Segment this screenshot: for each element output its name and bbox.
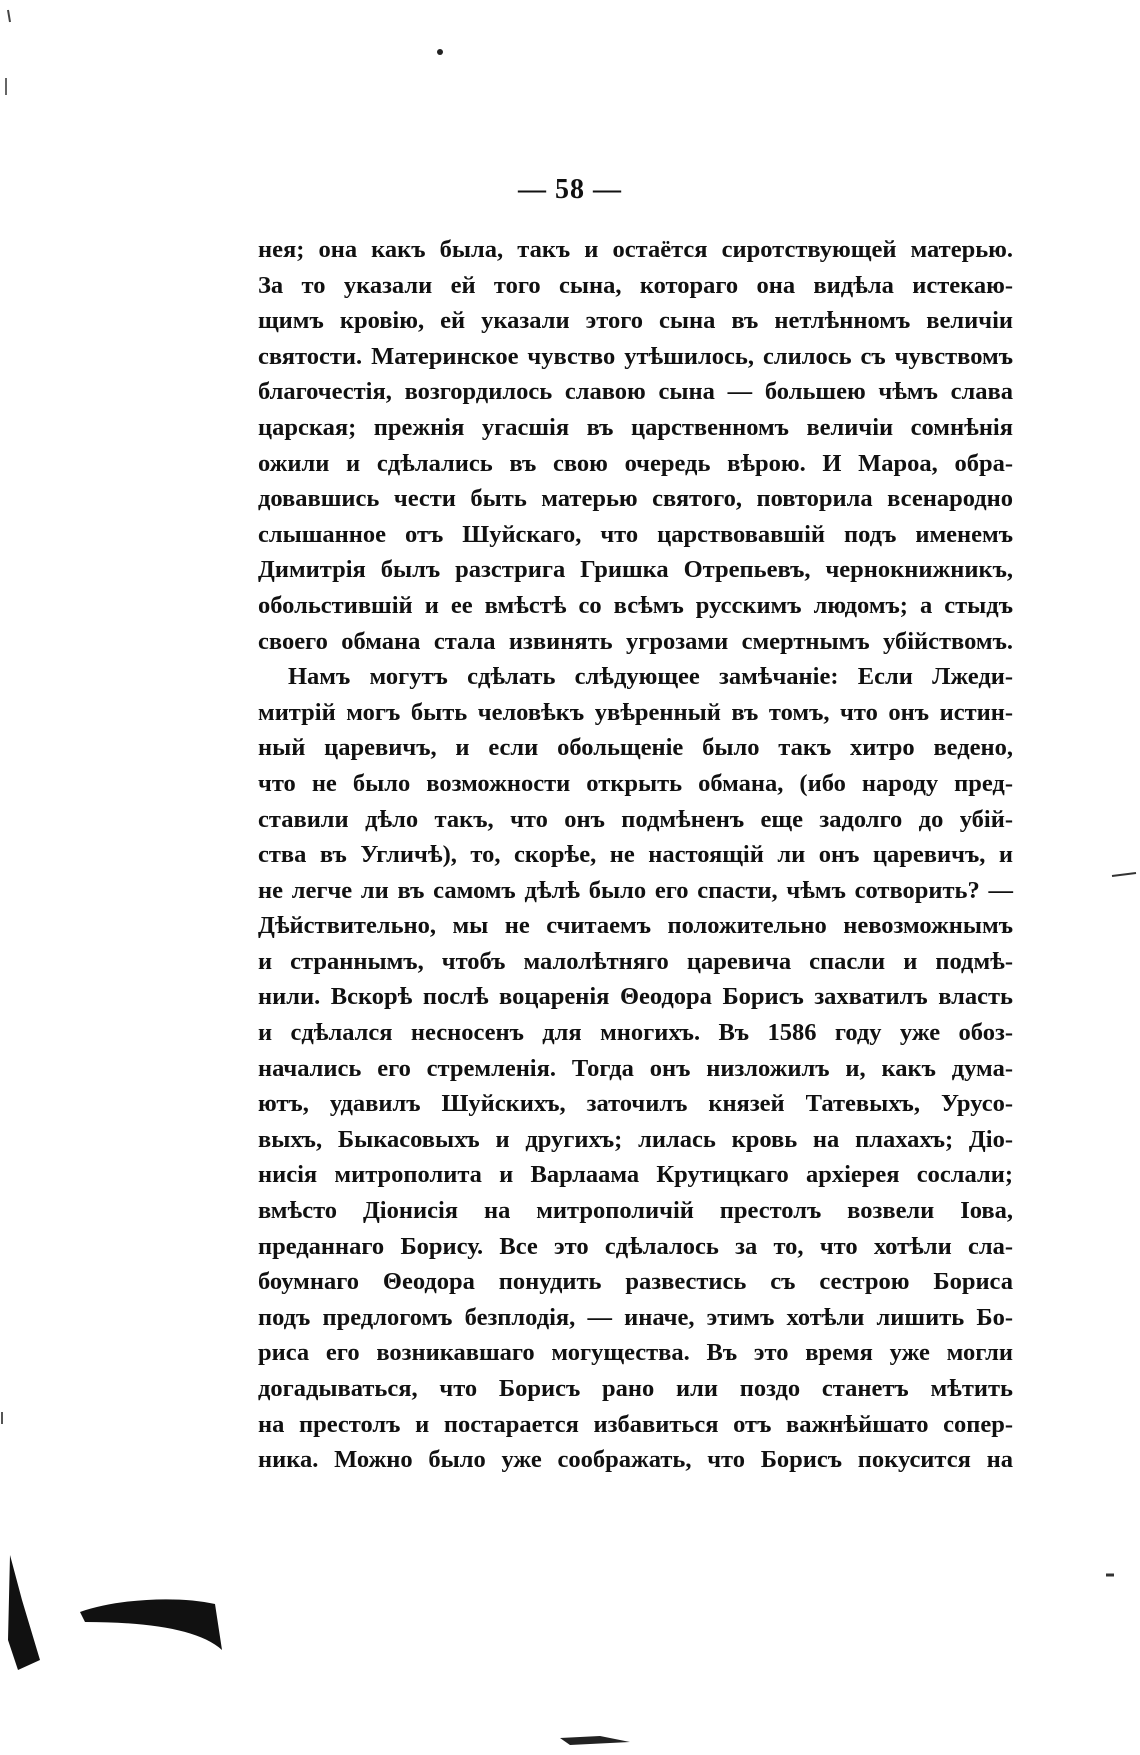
text-line: довавшись чести быть матерью святого, повторила всенародно: [258, 485, 1013, 513]
text-line: начались его стремленія. Тогда онъ низложилъ и, какъ дума-: [258, 1054, 1013, 1082]
text-line: ства въ Угличѣ), то, скорѣе, не настоящій ли онъ царевичъ, и: [258, 841, 1013, 869]
text-line: вмѣсто Діонисія на митрополичій престолъ возвели Іова,: [258, 1197, 1013, 1225]
text-line: святости. Материнское чувство утѣшилось, слилось съ чувствомъ: [258, 342, 1013, 370]
text-line: что не было возможности открыть обмана, (ибо народу пред-: [258, 769, 1013, 797]
page-number: — 58 —: [518, 174, 622, 205]
text-line: Димитрія былъ разстрига Гришка Отрепьевъ, чернокнижникъ,: [258, 556, 1013, 584]
text-line: подъ предлогомъ безплодія, — иначе, этимъ хотѣли лишить Бо-: [258, 1303, 1013, 1331]
text-line: нея; она какъ была, такъ и остаётся сиротствующей матерью.: [258, 236, 1013, 263]
text-line: царская; прежнія угасшія въ царственномъ величіи сомнѣнія: [258, 413, 1013, 441]
text-line: ставили дѣло такъ, что онъ подмѣненъ еще задолго до убій-: [258, 805, 1013, 833]
paragraph: [258, 659, 1013, 1478]
text-line: на престолъ и постарается избавиться отъ важнѣйшато сопер-: [258, 1410, 1013, 1438]
text-line: нили. Вскорѣ послѣ воцаренія Θеодора Борисъ захватилъ власть: [258, 983, 1013, 1011]
text-line: Дѣйствительно, мы не считаемъ положительно невозможнымъ: [258, 912, 1013, 940]
text-line: слышанное отъ Шуйскаго, что царствовавшій подъ именемъ: [258, 520, 1013, 548]
text-line: ный царевичъ, и если обольщеніе было такъ хитро ведено,: [258, 734, 1013, 762]
scan-dash: [1112, 873, 1136, 876]
paragraph: [258, 232, 1013, 659]
text-line: не легче ли въ самомъ дѣлѣ было его спасти, чѣмъ сотворить? —: [258, 876, 1013, 904]
text-line: щимъ кровію, ей указали этого сына въ нетлѣнномъ величіи: [258, 307, 1013, 335]
text-line: преданнаго Борису. Все это сдѣлалось за то, что хотѣли сла-: [258, 1232, 1013, 1260]
text-line: своего обмана стала извинять угрозами смертнымъ убійствомъ.: [258, 627, 1013, 655]
scan-dot: [437, 49, 443, 55]
text-line: Намъ могутъ сдѣлать слѣдующее замѣчаніе: Если Лжеди-: [288, 663, 1013, 691]
scan-smudge: [8, 1555, 40, 1670]
text-line: благочестія, возгордилось славою сына — большею чѣмъ слава: [258, 378, 1013, 406]
text-line: За то указали ей того сына, котораго она видѣла истекаю-: [258, 271, 1013, 299]
scan-tick: [8, 10, 10, 22]
text-line: и страннымъ, чтобъ малолѣтняго царевича спасли и подмѣ-: [258, 947, 1013, 975]
text-line: и сдѣлался несносенъ для многихъ. Въ 1586 году уже обоз-: [258, 1019, 1013, 1047]
scan-smudge: [560, 1736, 630, 1745]
text-line: ожили и сдѣлались въ свою очередь вѣрою. И Мароа, обра-: [258, 449, 1013, 477]
text-line: ника. Можно было уже соображать, что Борисъ покусится на: [258, 1446, 1013, 1474]
text-line: обольстившій и ее вмѣстѣ со всѣмъ русскимъ людомъ; а стыдъ: [258, 591, 1013, 619]
text-line: нисія митрополита и Варлаама Крутицкаго архіерея сослали;: [258, 1161, 1013, 1189]
text-line: догадываться, что Борисъ рано или поздо станетъ мѣтить: [258, 1375, 1013, 1402]
body-text: [258, 232, 1013, 1478]
text-line: ютъ, удавилъ Шуйскихъ, заточилъ князей Татевыхъ, Урусо-: [258, 1090, 1013, 1118]
text-line: риса его возникавшаго могущества. Въ это время уже могли: [258, 1339, 1013, 1367]
text-line: выхъ, Быкасовыхъ и другихъ; лилась кровь на плахахъ; Діо-: [258, 1125, 1013, 1153]
scan-smudge: [80, 1599, 222, 1650]
text-line: боумнаго Θеодора понудить развестись съ сестрою Бориса: [258, 1268, 1013, 1296]
text-line: митрій могъ быть человѣкъ увѣренный въ томъ, что онъ истин-: [258, 698, 1013, 726]
